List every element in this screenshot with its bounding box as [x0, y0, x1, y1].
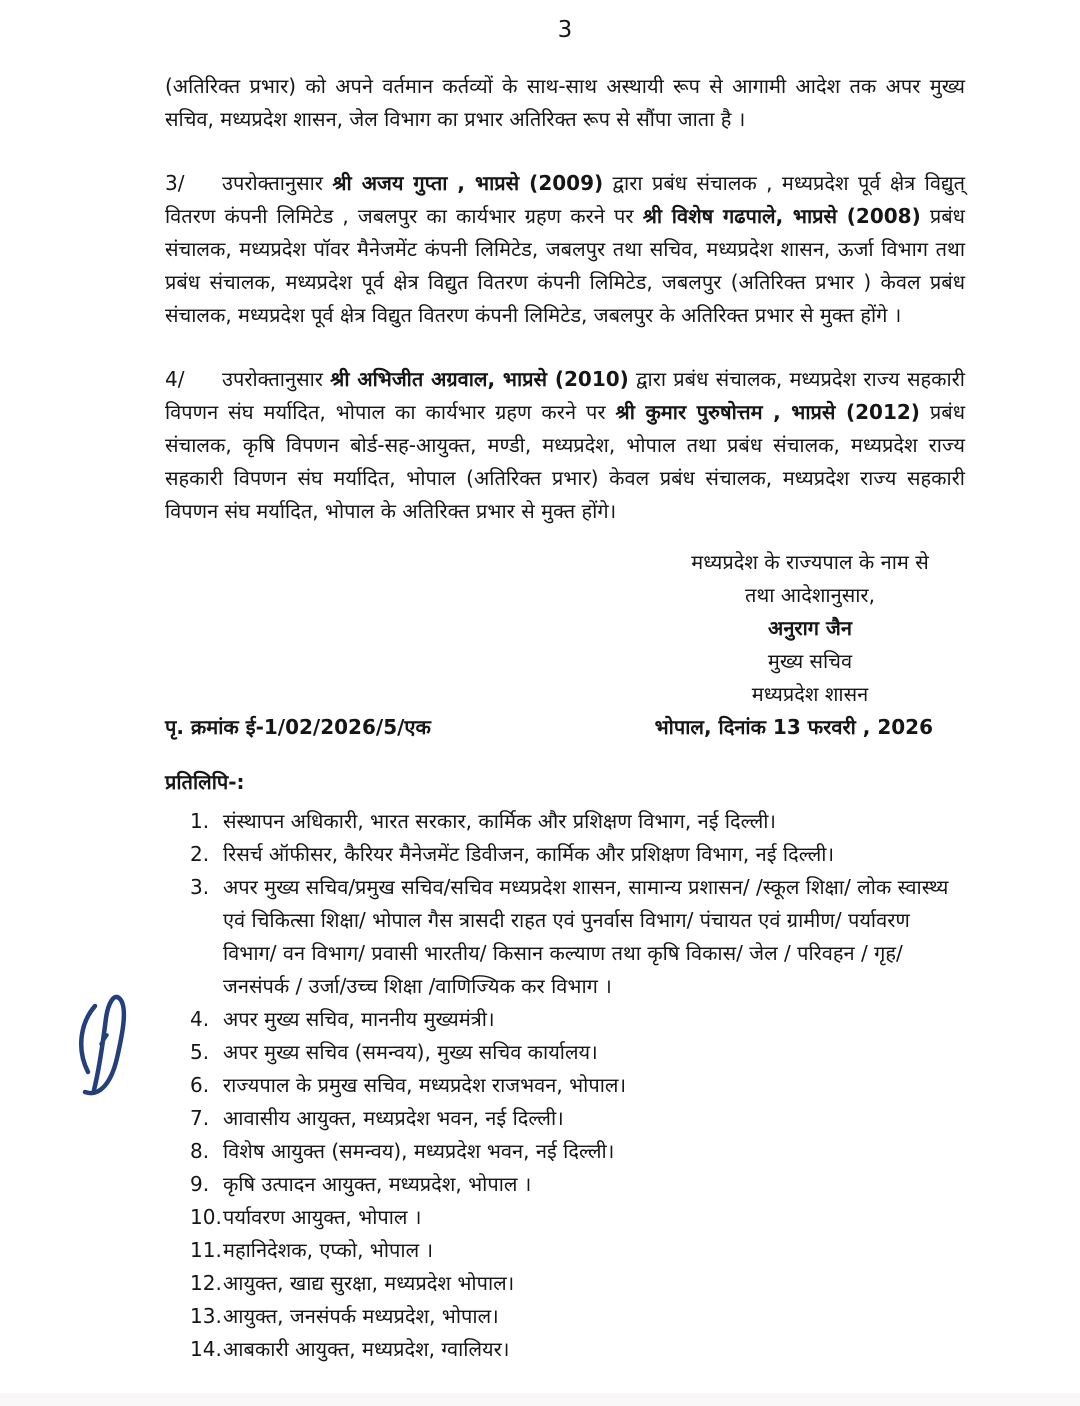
copy-list-item [165, 1135, 965, 1168]
copy-item-number: 1. [190, 809, 210, 833]
copy-list-item [165, 1036, 965, 1069]
copy-list-item [165, 1201, 965, 1234]
copy-item-text: संस्थापन अधिकारी, भारत सरकार, कार्मिक और प्रशिक्षण विभाग, नई दिल्ली। [223, 809, 777, 833]
copy-item-number: 12. [190, 1271, 222, 1295]
copy-to-list [165, 805, 965, 1366]
copy-item-text: राज्यपाल के प्रमुख सचिव, मध्यप्रदेश राजभवन, भोपाल। [223, 1073, 627, 1097]
page-number: 3 [557, 17, 573, 43]
paragraph-number-3: 3/ [165, 171, 185, 195]
order-paragraph-4 [165, 363, 965, 528]
copy-item-number: 6. [190, 1073, 210, 1097]
copy-list-item [165, 1003, 965, 1036]
signature-block-line: मध्यप्रदेश शासन [751, 682, 869, 706]
paragraph-number-4: 4/ [165, 367, 185, 391]
copy-to-heading: प्रतिलिपि-: [165, 770, 245, 794]
copy-list-item [165, 838, 965, 871]
copy-list-item [165, 1069, 965, 1102]
copy-item-text: अपर मुख्य सचिव (समन्वय), मुख्य सचिव कार्यालय। [223, 1040, 598, 1064]
copy-item-number: 3. [190, 875, 210, 899]
copy-item-text: कृषि उत्पादन आयुक्त, मध्यप्रदेश, भोपाल । [223, 1172, 532, 1196]
signature-block-line: अनुराग जैन [768, 616, 852, 640]
copy-list-item [165, 1267, 965, 1300]
reference-number: पृ. क्रमांक ई-1/02/2026/5/एक [165, 715, 431, 739]
paragraph-3-text: उपरोक्तानुसार श्री अजय गुप्ता , भाप्रसे (2009) द्वारा प्रबंध संचालक , मध्यप्रदेश पूर्व क्षेत्र विद्युत् वितरण कंपनी लिमिटेड , जबलपुर का कार्यभार ग्रहण करने पर श्री विशेष गढपाले, भाप्रसे (2008) प्रबंध संचालक, मध्यप्रदेश पॉवर मैनेजमेंट कंपनी लिमिटेड, जबलपुर तथा सचिव, मध्यप्रदेश शासन, ऊर्जा विभाग तथा प्रबंध संचालक, मध्यप्रदेश पूर्व क्षेत्र विद्युत वितरण कंपनी लिमिटेड, जबलपुर (अतिरिक्त प्रभार ) केवल प्रबंध संचालक, मध्यप्रदेश पूर्व क्षेत्र विद्युत वितरण कंपनी लिमिटेड, जबलपुर के अतिरिक्त प्रभार से मुक्त होंगे । [165, 171, 965, 327]
copy-item-number: 4. [190, 1007, 210, 1031]
copy-item-number: 10. [190, 1205, 222, 1229]
page-bottom-band [0, 1393, 1080, 1406]
copy-item-text: महानिदेशक, एप्को, भोपाल । [223, 1238, 434, 1262]
copy-item-number: 2. [190, 842, 210, 866]
copy-item-number: 8. [190, 1139, 210, 1163]
copy-item-text: आयुक्त, जनसंपर्क मध्यप्रदेश, भोपाल। [223, 1304, 499, 1328]
copy-item-text: रिसर्च ऑफीसर, कैरियर मैनेजमेंट डिवीजन, कार्मिक और प्रशिक्षण विभाग, नई दिल्ली। [223, 842, 835, 866]
copy-item-text: आयुक्त, खाद्य सुरक्षा, मध्यप्रदेश भोपाल। [223, 1271, 515, 1295]
copy-item-number: 9. [190, 1172, 210, 1196]
copy-list-item [165, 1300, 965, 1333]
copy-item-number: 14. [190, 1337, 222, 1361]
copy-item-number: 7. [190, 1106, 210, 1130]
copy-list-item [165, 1333, 965, 1366]
reference-row [165, 711, 965, 744]
copy-item-number: 5. [190, 1040, 210, 1064]
signature-block-line: मध्यप्रदेश के राज्यपाल के नाम से [691, 550, 929, 574]
signature-block-line: तथा आदेशानुसार, [745, 583, 875, 607]
copy-item-number: 13. [190, 1304, 222, 1328]
copy-item-text: आबकारी आयुक्त, मध्यप्रदेश, ग्वालियर। [223, 1337, 510, 1361]
copy-item-text: आवासीय आयुक्त, मध्यप्रदेश भवन, नई दिल्ली। [223, 1106, 564, 1130]
copy-list-item [165, 871, 965, 1003]
handwritten-signature-ink [73, 992, 135, 1102]
document-content [165, 0, 965, 1366]
place-and-date: भोपाल, दिनांक 13 फरवरी , 2026 [654, 715, 933, 739]
order-paragraph-3 [165, 167, 965, 332]
signature-block [645, 546, 975, 711]
signature-block-line: मुख्य सचिव [767, 649, 853, 673]
copy-item-text: विशेष आयुक्त (समन्वय), मध्यप्रदेश भवन, नई दिल्ली। [223, 1139, 615, 1163]
copy-item-text: अपर मुख्य सचिव/प्रमुख सचिव/सचिव मध्यप्रदेश शासन, सामान्य प्रशासन/ /स्कूल शिक्षा/ लोक स्वास्थ्य एवं चिकित्सा शिक्षा/ भोपाल गैस त्रासदी राहत एवं पुनर्वास विभाग/ पंचायत एवं ग्रामीण/ पर्यावरण विभाग/ वन विभाग/ प्रवासी भारतीय/ किसान कल्याण तथा कृषि विकास/ जेल / परिवहन / गृह/ जनसंपर्क / उर्जा/उच्च शिक्षा /वाणिज्यिक कर विभाग । [223, 875, 949, 998]
copy-list-item [165, 1102, 965, 1135]
copy-item-text: पर्यावरण आयुक्त, भोपाल । [223, 1205, 422, 1229]
copy-list-item [165, 1168, 965, 1201]
paragraph-4-text: उपरोक्तानुसार श्री अभिजीत अग्रवाल, भाप्रसे (2010) द्वारा प्रबंध संचालक, मध्यप्रदेश राज्य सहकारी विपणन संघ मर्यादित, भोपाल का कार्यभार ग्रहण करने पर श्री कुमार पुरुषोत्तम , भाप्रसे (2012) प्रबंध संचालक, कृषि विपणन बोर्ड-सह-आयुक्त, मण्डी, मध्यप्रदेश, भोपाल तथा प्रबंध संचालक, मध्यप्रदेश राज्य सहकारी विपणन संघ मर्यादित, भोपाल (अतिरिक्त प्रभार) केवल प्रबंध संचालक, मध्यप्रदेश राज्य सहकारी विपणन संघ मर्यादित, भोपाल के अतिरिक्त प्रभार से मुक्त होंगे। [165, 367, 966, 523]
copy-list-item [165, 1234, 965, 1267]
copy-list-item [165, 805, 965, 838]
copy-item-text: अपर मुख्य सचिव, माननीय मुख्यमंत्री। [223, 1007, 495, 1031]
paragraph-continuation: (अतिरिक्त प्रभार) को अपने वर्तमान कर्तव्यों के साथ-साथ अस्थायी रूप से आगामी आदेश तक अपर मुख्य सचिव, मध्यप्रदेश शासन, जेल विभाग का प्रभार अतिरिक्त रूप से सौंपा जाता है । [165, 74, 965, 131]
copy-item-number: 11. [190, 1238, 222, 1262]
